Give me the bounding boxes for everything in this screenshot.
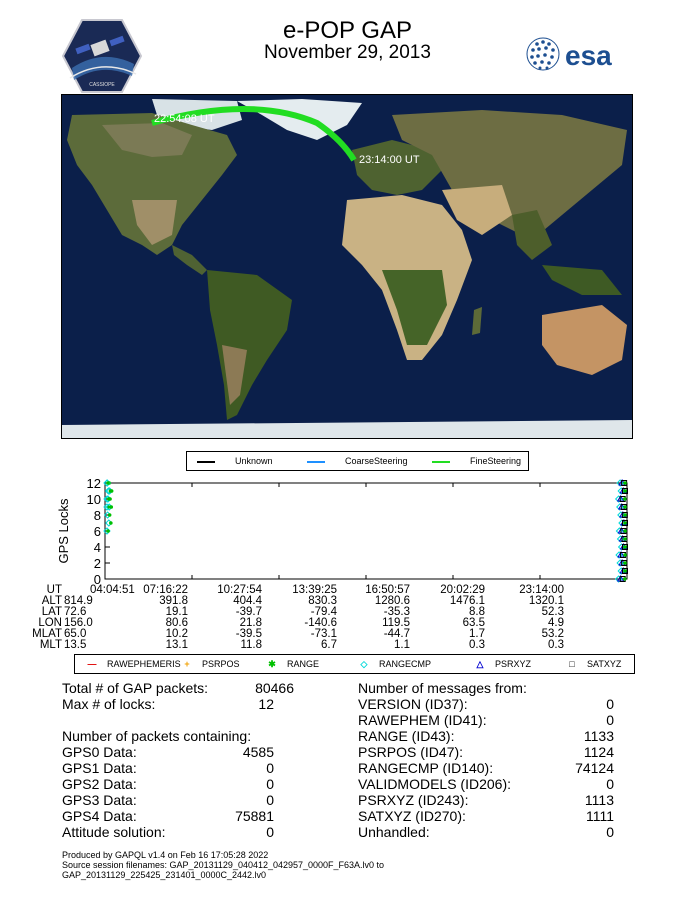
ephem-row-label: UT — [46, 584, 62, 596]
y-tick-label: 0 — [93, 572, 101, 586]
legend-label: PSRPOS — [202, 659, 240, 669]
packet-type-value: 0 — [266, 824, 274, 840]
max-locks-label: Max # of locks: — [62, 696, 156, 712]
legend-item-unknown — [197, 452, 273, 470]
lock-point-range — [623, 577, 627, 581]
ephem-value: 8.8 — [469, 606, 485, 618]
lock-point-range — [109, 489, 113, 493]
esa-logo-icon — [525, 34, 633, 74]
packets-containing-heading: Number of packets containing: — [62, 728, 252, 744]
x-tick-label: 20:02:29 — [440, 584, 485, 596]
y-tick-label: 8 — [93, 508, 101, 523]
ephem-row-label: MLAT — [32, 628, 62, 640]
ephem-value: 814.9 — [64, 595, 93, 607]
message-type-value: 0 — [606, 776, 614, 792]
x-tick-label: 04:04:51 — [90, 584, 135, 596]
legend-item-rangecmp — [357, 655, 431, 673]
legend-swatch-coarse — [307, 461, 325, 463]
legend-item-psrxyz — [473, 655, 531, 673]
message-type-label: PSRXYZ (ID243): — [358, 792, 469, 808]
ephem-value: -35.3 — [383, 606, 410, 618]
legend-marker-icon: □ — [569, 659, 575, 669]
ephem-value: 11.8 — [240, 639, 262, 651]
y-axis-label: GPS Locks — [56, 498, 71, 564]
ephem-value: 52.3 — [541, 606, 564, 618]
message-type-label: VERSION (ID37): — [358, 696, 468, 712]
ephem-value: 1320.1 — [528, 595, 564, 607]
ephem-value: 13.5 — [64, 639, 87, 651]
message-type-value: 0 — [606, 824, 614, 840]
legend-label: Unknown — [235, 456, 273, 466]
lock-point-range — [109, 505, 113, 509]
lock-point-range — [623, 537, 627, 541]
gps-locks-chart — [56, 478, 636, 586]
ephem-value: 10.2 — [165, 628, 188, 640]
ephem-row-label: ALT — [41, 595, 62, 607]
legend-label: RAWEPHEMERIS — [107, 659, 181, 669]
footer-produced: Produced by GAPQL v1.4 on Feb 16 17:05:28 2022 — [62, 850, 269, 860]
lock-point-range — [623, 561, 627, 565]
lock-point-range — [623, 481, 627, 485]
legend-marker-icon: — — [87, 659, 97, 669]
legend-item-psrpos — [180, 655, 240, 673]
ephem-value: -44.7 — [383, 628, 410, 640]
message-type-value: 1113 — [584, 792, 614, 808]
packet-type-label: GPS0 Data: — [62, 744, 137, 760]
lock-point-range — [106, 529, 110, 533]
x-tick-label: 13:39:25 — [292, 584, 337, 596]
legend-item-range — [265, 655, 319, 673]
esa-wordmark: esa — [565, 40, 612, 71]
page-date: November 29, 2013 — [264, 42, 431, 63]
lock-point-range — [623, 505, 627, 509]
x-tick-label: 07:16:22 — [143, 584, 188, 596]
message-type-value: 1133 — [583, 728, 614, 744]
total-packets-value: 80466 — [255, 680, 294, 696]
lock-point-range — [623, 569, 627, 573]
y-tick-label: 2 — [93, 556, 101, 571]
lock-point-range — [623, 545, 627, 549]
message-type-value: 1111 — [585, 808, 614, 824]
legend-label: PSRXYZ — [495, 659, 532, 669]
lock-point-range — [623, 497, 627, 501]
page-title: e-POP GAP — [283, 17, 412, 44]
ephem-value: 63.5 — [462, 617, 485, 629]
total-packets-label: Total # of GAP packets: — [62, 680, 209, 696]
packet-type-value: 0 — [266, 776, 274, 792]
ephem-value: 1.7 — [469, 628, 485, 640]
message-legend — [74, 654, 635, 674]
track-end-label: 23:14:00 UT — [359, 154, 420, 166]
message-type-label: RANGE (ID43): — [358, 728, 455, 744]
plot-frame — [105, 483, 627, 579]
ephem-value: 119.5 — [382, 617, 410, 629]
ephem-value: -73.1 — [310, 628, 337, 640]
ephem-row-label: MLT — [39, 639, 62, 651]
lock-point-range — [623, 529, 627, 533]
world-map — [61, 94, 633, 439]
ephem-value: 19.1 — [165, 606, 188, 618]
packet-type-value: 0 — [266, 792, 274, 808]
message-type-label: SATXYZ (ID270): — [358, 808, 466, 824]
lock-point-range — [623, 513, 627, 517]
ephem-value: 4.9 — [548, 617, 564, 629]
lock-point-range — [107, 497, 111, 501]
lock-point-range — [623, 489, 627, 493]
mission-patch-text: CASSIOPE — [89, 82, 115, 88]
ephem-value: 1476.1 — [449, 595, 485, 607]
ephem-value: 1.1 — [394, 639, 410, 651]
ephem-row-label: LON — [38, 617, 62, 629]
ephem-value: 1280.6 — [374, 595, 410, 607]
ephem-value: 13.1 — [165, 639, 188, 651]
ephem-value: -79.4 — [310, 606, 337, 618]
packet-type-label: GPS4 Data: — [62, 808, 137, 824]
x-tick-label: 16:50:57 — [365, 584, 410, 596]
message-type-label: PSRPOS (ID47): — [358, 744, 464, 760]
ephem-value: 391.8 — [159, 595, 188, 607]
y-tick-label: 6 — [93, 524, 101, 539]
legend-swatch-unknown — [197, 461, 215, 463]
ephem-value: 0.3 — [469, 639, 485, 651]
x-tick-label: 23:14:00 — [519, 584, 564, 596]
legend-label: RANGECMP — [379, 659, 432, 669]
packet-type-value: 4585 — [242, 744, 274, 760]
packet-type-value: 75881 — [235, 808, 274, 824]
track-start-label: 22:54:08 UT — [154, 113, 215, 125]
legend-marker-icon: △ — [476, 659, 484, 669]
legend-label: FineSteering — [470, 456, 522, 466]
max-locks-value: 12 — [258, 696, 274, 712]
ephem-value: 404.4 — [233, 595, 262, 607]
legend-marker-icon: ✱ — [268, 659, 276, 669]
message-type-value: 1124 — [583, 744, 614, 760]
lock-point-range — [108, 513, 112, 517]
y-tick-label: 10 — [86, 492, 101, 507]
legend-item-coarse — [307, 452, 408, 470]
ephem-row-label: LAT — [41, 606, 62, 618]
ephem-value: 53.2 — [541, 628, 564, 640]
legend-marker-icon: ◇ — [360, 659, 368, 669]
packet-type-label: Attitude solution: — [62, 824, 166, 840]
ephem-value: 72.6 — [64, 606, 87, 618]
legend-marker-icon: + — [184, 659, 190, 669]
legend-item-rawephemeris — [85, 655, 181, 673]
ephem-value: 156.0 — [64, 617, 93, 629]
ephem-value: -39.7 — [235, 606, 262, 618]
ephem-value: -39.5 — [235, 628, 262, 640]
lock-point-range — [623, 553, 627, 557]
legend-item-fine — [432, 452, 521, 470]
packet-type-value: 0 — [266, 760, 274, 776]
message-type-label: RANGECMP (ID140): — [358, 760, 494, 776]
messages-heading: Number of messages from: — [358, 680, 527, 696]
orbit-legend — [186, 451, 529, 471]
message-type-label: Unhandled: — [358, 824, 430, 840]
message-type-label: VALIDMODELS (ID206): — [358, 776, 512, 792]
lock-point-range — [106, 481, 110, 485]
legend-label: RANGE — [287, 659, 320, 669]
message-type-value: 0 — [606, 712, 614, 728]
footer-source-end: GAP_20131129_225425_231401_0000C_2442.lv0 — [62, 870, 267, 880]
lock-point-range — [623, 521, 627, 525]
packet-type-label: GPS3 Data: — [62, 792, 137, 808]
x-tick-label: 10:27:54 — [217, 584, 262, 596]
ephem-value: 0.3 — [548, 639, 564, 651]
message-type-value: 0 — [606, 696, 614, 712]
ephem-value: 21.8 — [239, 617, 262, 629]
ephem-value: 830.3 — [308, 595, 337, 607]
world-map-canvas — [62, 95, 632, 438]
legend-label: SATXYZ — [587, 659, 622, 669]
ephem-value: 80.6 — [165, 617, 188, 629]
y-tick-label: 12 — [86, 478, 101, 491]
legend-label: CoarseSteering — [345, 456, 408, 466]
legend-swatch-fine — [432, 461, 450, 463]
lock-point-range — [109, 521, 113, 525]
ephem-value: -140.6 — [304, 617, 337, 629]
packet-type-label: GPS2 Data: — [62, 776, 137, 792]
ephem-value: 65.0 — [64, 628, 87, 640]
legend-item-satxyz — [565, 655, 621, 673]
footer-source: Source session filenames: GAP_20131129_040412_042957_0000F_F63A.lv0 to — [62, 860, 385, 870]
message-type-label: RAWEPHEM (ID41): — [358, 712, 487, 728]
ephem-value: 6.7 — [321, 639, 337, 651]
packet-type-label: GPS1 Data: — [62, 760, 137, 776]
mission-patch-icon — [62, 18, 142, 94]
y-tick-label: 4 — [93, 540, 101, 555]
message-type-value: 74124 — [575, 760, 614, 776]
